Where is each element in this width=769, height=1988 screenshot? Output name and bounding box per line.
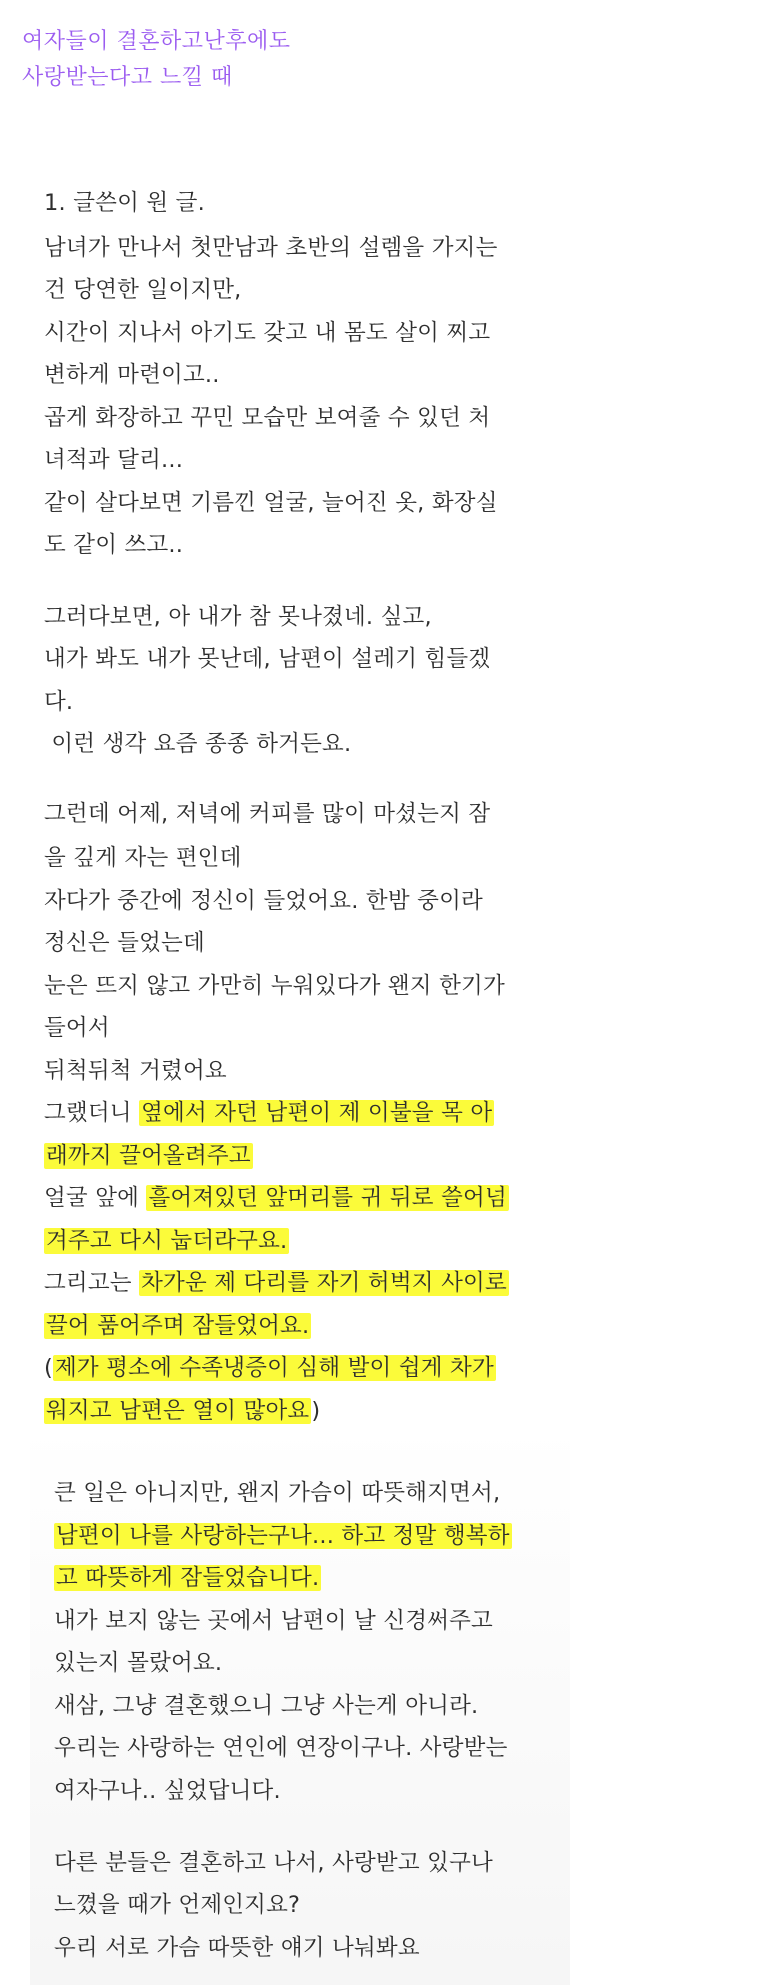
post-line: 뒤척뒤척 거렸어요 bbox=[44, 1058, 227, 1084]
post-line-text: ( bbox=[44, 1355, 53, 1381]
post-line bbox=[44, 1226, 289, 1256]
post-line: 정신은 들었는데 bbox=[44, 930, 205, 956]
post-line: 남녀가 만나서 첫만남과 초반의 설렘을 가지는 bbox=[44, 235, 498, 261]
post-line: 여자구나.. 싶었답니다. bbox=[54, 1778, 281, 1804]
post-line: 같이 살다보면 기름낀 얼굴, 늘어진 옷, 화장실 bbox=[44, 490, 498, 516]
post-line: 있는지 몰랐어요. bbox=[54, 1650, 223, 1676]
post-line-text: 얼굴 앞에 bbox=[44, 1185, 147, 1211]
post-line: 내가 보지 않는 곳에서 남편이 날 신경써주고 bbox=[54, 1608, 493, 1634]
highlighted-text: 차가운 제 다리를 자기 허벅지 사이로 bbox=[141, 1270, 507, 1296]
post-line: 들어서 bbox=[44, 1015, 110, 1041]
post-line: 우리는 사랑하는 연인에 연장이구나. 사랑받는 bbox=[54, 1735, 508, 1761]
post-line: 그러다보면, 아 내가 참 못나졌네. 싶고, bbox=[44, 604, 432, 630]
post-line: 큰 일은 아니지만, 왠지 가슴이 따뜻해지면서, bbox=[54, 1480, 501, 1506]
post-line: 다. bbox=[44, 689, 74, 715]
post-line bbox=[44, 1396, 320, 1426]
post-line bbox=[44, 1268, 509, 1298]
post-line: 을 깊게 자는 편인데 bbox=[44, 845, 242, 871]
post-line: 느꼈을 때가 언제인지요? bbox=[54, 1892, 301, 1918]
highlighted-text: 겨주고 다시 눕더라구요. bbox=[46, 1228, 288, 1254]
post-line: 변하게 마련이고.. bbox=[44, 362, 220, 388]
post-line: 시간이 지나서 아기도 갖고 내 몸도 살이 찌고 bbox=[44, 320, 491, 346]
post-line: 녀적과 달리... bbox=[44, 447, 184, 473]
post-line: 이런 생각 요즘 종종 하거든요. bbox=[44, 731, 352, 757]
post-line-text: ) bbox=[311, 1398, 321, 1424]
highlighted-text: 남편이 나를 사랑하는구나... 하고 정말 행복하 bbox=[56, 1523, 510, 1549]
post-line bbox=[44, 1353, 496, 1383]
post-line: 내가 봐도 내가 못난데, 남편이 설레기 힘들겠 bbox=[44, 646, 491, 672]
highlighted-text: 워지고 남편은 열이 많아요 bbox=[46, 1398, 310, 1424]
post-line: 그런데 어제, 저녁에 커피를 많이 마셨는지 잠 bbox=[44, 801, 491, 827]
highlighted-text: 래까지 끌어올려주고 bbox=[46, 1143, 251, 1169]
post-line: 도 같이 쓰고.. bbox=[44, 532, 184, 558]
post-line bbox=[44, 1098, 494, 1128]
highlighted-text: 옆에서 자던 남편이 제 이불을 목 아 bbox=[141, 1100, 493, 1126]
post-line bbox=[44, 1183, 509, 1213]
highlighted-text: 고 따뜻하게 잠들었습니다. bbox=[56, 1565, 320, 1591]
post-line bbox=[54, 1563, 321, 1593]
page-title bbox=[22, 24, 742, 96]
post-line: 곱게 화장하고 꾸민 모습만 보여줄 수 있던 처 bbox=[44, 405, 491, 431]
post-line-text: 그랬더니 bbox=[44, 1100, 140, 1126]
title-line-2: 사랑받는다고 느낄 때 bbox=[22, 65, 233, 90]
post-line-text: 그리고는 bbox=[44, 1270, 140, 1296]
post-line bbox=[44, 1141, 253, 1171]
post-line: 새삼, 그냥 결혼했으니 그냥 사는게 아니라. bbox=[54, 1693, 479, 1719]
post-line: 눈은 뜨지 않고 가만히 누워있다가 왠지 한기가 bbox=[44, 973, 505, 999]
title-line-1: 여자들이 결혼하고난후에도 bbox=[22, 29, 291, 54]
post-line: 다른 분들은 결혼하고 나서, 사랑받고 있구나 bbox=[54, 1850, 493, 1876]
post-line bbox=[54, 1521, 512, 1551]
post-line: 자다가 중간에 정신이 들었어요. 한밤 중이라 bbox=[44, 888, 483, 914]
post-line: 우리 서로 가슴 따뜻한 얘기 나눠봐요 bbox=[54, 1935, 420, 1961]
highlighted-text: 흘어져있던 앞머리를 귀 뒤로 쓸어넘 bbox=[148, 1185, 507, 1211]
post-line: 건 당연한 일이지만, bbox=[44, 277, 242, 303]
post-line: 1. 글쓴이 원 글. bbox=[44, 190, 205, 216]
highlighted-text: 끌어 품어주며 잠들었어요. bbox=[46, 1313, 310, 1339]
post-line bbox=[44, 1311, 311, 1341]
highlighted-text: 제가 평소에 수족냉증이 심해 발이 쉽게 차가 bbox=[54, 1355, 494, 1381]
